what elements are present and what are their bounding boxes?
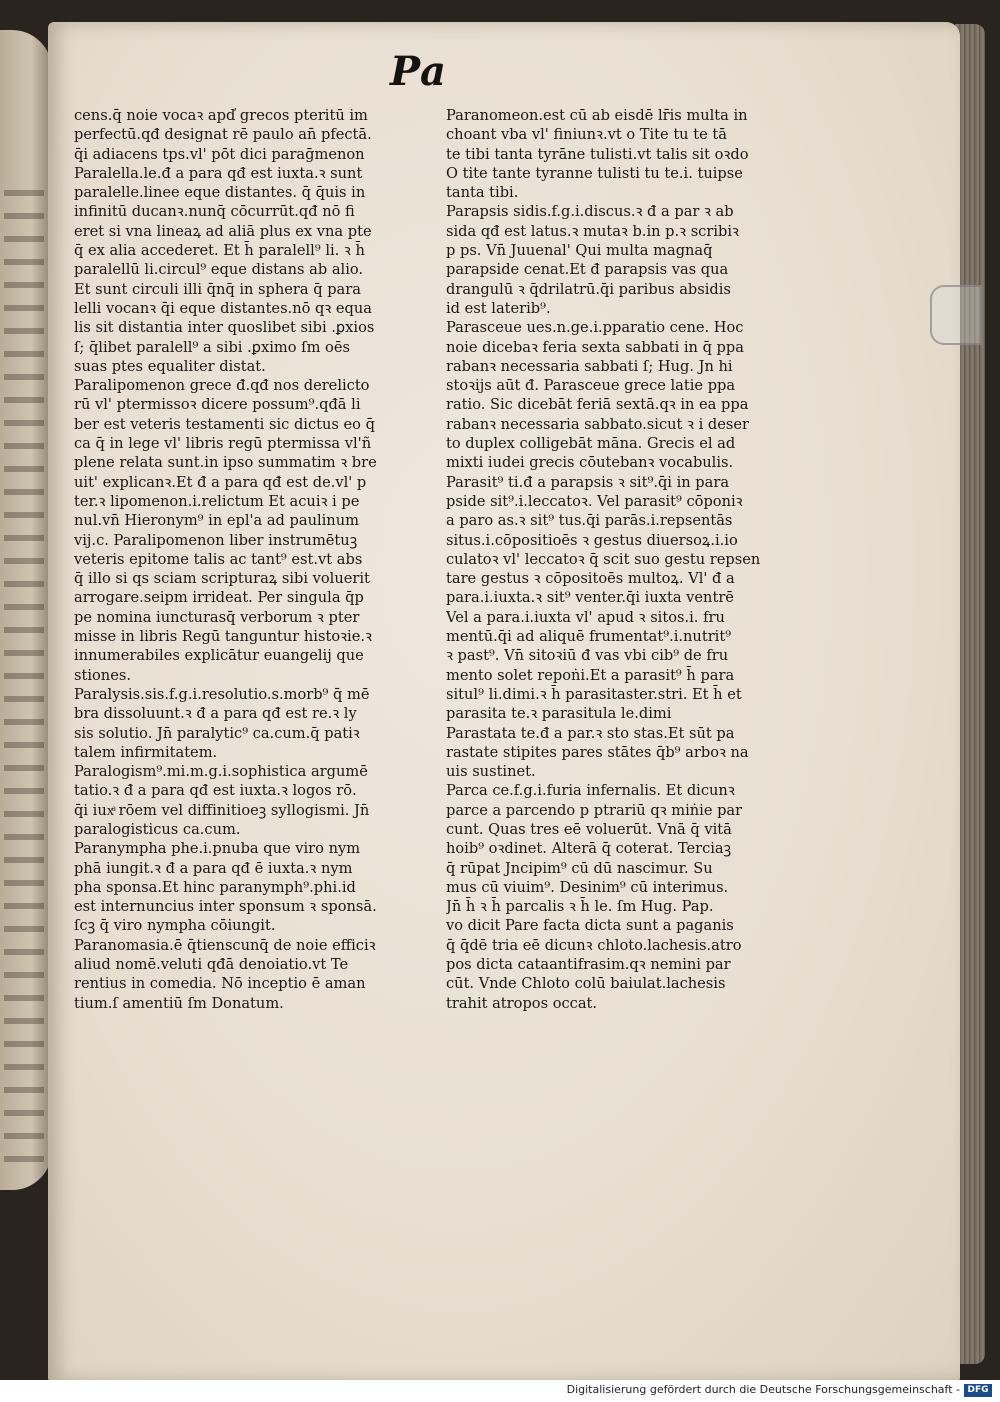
left-column-line: nul.vn̄ Hieronym⁹ in epl'a ad paulinum [74, 512, 359, 530]
left-column-line: pe nomina iuncturasq̄ verborum ꝛ pter [74, 608, 360, 626]
right-column-line: rabanꝛ necessaria sabbato.sicut ꝛ i deser [446, 415, 749, 433]
left-column-line: Paralogism⁹.mi.m.g.i.sophistica argumē [74, 763, 368, 781]
right-column-line: parce a parcendo p ptrariū qꝛ miṅie par [446, 801, 743, 819]
left-column-line: Paralipomenon grece đ.qđ nos derelicto [74, 377, 370, 395]
facing-page-edge [0, 30, 52, 1190]
left-column-line: sis solutio. Jn̄ paralytic⁹ ca.cum.q̄ patiꝛ [74, 724, 360, 742]
left-column-line: est internuncius inter sponsum ꝛ sponsā. [74, 898, 377, 916]
left-column-line: Paranomasia.ē q̄tienscunq̄ de noie efficiꝛ [74, 936, 376, 954]
right-column-line: vo dicit Pare facta dicta sunt a paganis [446, 917, 734, 935]
left-column-line: ter.ꝛ lipomenon.i.relictum Et acuiꝛ i pe [74, 492, 360, 510]
left-column-line: paralogisticus ca.cum. [74, 820, 241, 838]
left-column-line: ſcꝫ q̄ viro nympha cōiungit. [74, 917, 276, 935]
left-column-line: q̄i iuxͣ rōem vel diffinitioeꝫ syllogismi. Jn̄ [74, 801, 370, 819]
right-column-line: O tite tante tyranne tulisti tu te.i. tuipse [446, 164, 743, 182]
right-column-line: mentū.q̄i ad aliquē frumentat⁹.i.nutrit⁹ [446, 628, 732, 646]
left-column-line: infinitū ducanꝛ.nunq̄ cōcurrūt.qđ nō fi [74, 203, 355, 221]
left-column-line: innumerabiles explicātur euangelij que [74, 647, 364, 665]
left-column-line: perfectū.qđ designat rē paulo an̄ pfectā. [74, 126, 372, 144]
right-column-line: Parasceue ues.n.ge.i.pparatio cene. Hoc [446, 319, 744, 337]
left-column-line: uit' explicanꝛ.Et đ a para qđ est de.vl' p [74, 473, 367, 491]
left-column-line: suas ptes equaliter distat. [74, 357, 266, 375]
right-column-line: rabanꝛ necessaria sabbati ſ; Hug. Jn hi [446, 357, 733, 375]
left-column-line: q̄ ex alia accederet. Et h̄ paralell⁹ li. ꝛ h̄ [74, 242, 365, 260]
left-column-line: tium.ſ amentiū ſm Donatum. [74, 994, 284, 1012]
right-column-line: Parastata te.đ a par.ꝛ sto stas.Et sūt pa [446, 724, 735, 742]
right-column-line: pos dicta cataantifrasim.qꝛ nemini par [446, 956, 731, 974]
right-column-line: Vel a para.i.iuxta vl' apud ꝛ sitos.i. fru [446, 608, 725, 626]
left-column-line: plene relata sunt.in ipso summatim ꝛ bre [74, 454, 377, 472]
footer-bar [0, 1380, 1000, 1402]
right-column-line: drangulū ꝛ q̄drilatrū.q̄i paribus absidis [446, 280, 731, 298]
left-column-line: q̄i adiacens tps.vl' pōt dici paraḡmenon [74, 145, 365, 163]
right-column-line: choant vba vl' finiunꝛ.vt o Tite tu te tā [446, 126, 727, 144]
left-column-line: q̄ illo si qs sciam scripturaꝝ sibi voluerit [74, 570, 370, 588]
right-column-line: culatoꝛ vl' leccatoꝛ q̄ scit suo gestu repsen [446, 550, 761, 568]
left-column-line: aliud nomē.veluti qđā denoiatio.vt Te [74, 956, 349, 974]
left-column-line: misse in libris Regū tanguntur histoꝛie.ꝛ [74, 628, 372, 646]
right-column-line: Parca ce.f.g.i.furia infernalis. Et dicunꝛ [446, 782, 735, 800]
left-column-line: pha sponsa.Et hinc paranymph⁹.phi.id [74, 878, 356, 896]
left-column-line: ca q̄ in lege vl' libris regū ptermissa vl'ñ [74, 435, 372, 453]
right-column-line: situl⁹ li.dimi.ꝛ h̄ parasitaster.stri. Et h̄ et [446, 685, 742, 703]
left-text-column [74, 106, 434, 1013]
left-column-line: Paralysis.sis.f.g.i.resolutio.s.morb⁹ q̄ mē [74, 685, 370, 703]
left-column-line: stiones. [74, 666, 131, 684]
left-column-line: Paralella.le.đ a para qđ est iuxta.ꝛ sunt [74, 164, 363, 182]
right-column-line: cunt. Quas tres eē voluerūt. Vnā q̄ vitā [446, 820, 732, 838]
left-column-line: Et sunt circuli illi q̄nq̄ in sphera q̄ para [74, 280, 361, 298]
left-column-line: lelli vocanꝛ q̄i eque distantes.nō qꝛ equa [74, 299, 372, 317]
dfg-logo: DFG [964, 1384, 992, 1397]
left-column-line: eret si vna lineaꝝ ad aliā plus ex vna pte [74, 222, 372, 240]
right-column-line: to duplex colligebāt māna. Grecis el ad [446, 435, 736, 453]
right-column-line: sida qđ est latus.ꝛ mutaꝛ b.in p.ꝛ scribiꝛ [446, 222, 739, 240]
right-column-line: te tibi tanta tyrāne tulisti.vt talis sit oꝛdo [446, 145, 749, 163]
left-column-line: ſ; q̄libet paralell⁹ a sibi .ꝑximo ſm oēs [74, 338, 350, 356]
left-column-line: paralelle.linee eque distantes. q̄ q̄uis in [74, 184, 366, 202]
right-column-line: mus cū viuim⁹. Desinim⁹ cū interimus. [446, 878, 729, 896]
right-column-line: mixti iudei grecis cōutebanꝛ vocabulis. [446, 454, 734, 472]
left-column-line: bra dissoluunt.ꝛ đ a para qđ est re.ꝛ ly [74, 705, 357, 723]
right-column-line: Parapsis sidis.f.g.i.discus.ꝛ đ a par ꝛ ab [446, 203, 734, 221]
right-column-line: hoib⁹ oꝛdinet. Alterā q̄ coterat. Terciaꝫ [446, 840, 732, 858]
left-column-line: lis sit distantia inter quoslibet sibi .ꝑxios [74, 319, 375, 337]
right-column-line: Parasit⁹ ti.đ a parapsis ꝛ sit⁹.q̄i in para [446, 473, 730, 491]
left-column-line: vij.c. Paralipomenon liber instrumētuꝫ [74, 531, 358, 549]
left-column-line: cens.q̄ noie vocaꝛ apd̕ grecos pteritū im [74, 107, 368, 124]
right-column-line: a paro as.ꝛ sit⁹ tus.q̄i parās.i.repsentās [446, 512, 733, 530]
left-column-line: paralellū li.circul⁹ eque distans ab alio. [74, 261, 364, 279]
right-column-line: q̄ rūpat Jncipim⁹ cū dū nascimur. Su [446, 859, 713, 877]
right-text-column [446, 106, 806, 1013]
right-column-line: tare gestus ꝛ cōpositoēs multoꝝ. Vl' đ a [446, 570, 735, 588]
right-column-line: parasita te.ꝛ parasitula le.dimi [446, 705, 672, 723]
left-column-line: talem infirmitatem. [74, 743, 218, 761]
right-column-line: id est laterib⁹. [446, 299, 551, 317]
left-column-line: ber est veteris testamenti sic dictus eo q̄ [74, 415, 375, 433]
right-column-line: uis sustinet. [446, 763, 536, 781]
funding-credit: Digitalisierung gefördert durch die Deutsche Forschungsgemeinschaft - [566, 1383, 960, 1396]
left-column-line: veteris epitome talis ac tant⁹ est.vt abs [74, 550, 363, 568]
right-column-line: mento solet repoṅi.Et a parasit⁹ h̄ para [446, 666, 735, 684]
left-column-line: Paranympha phe.i.pnuba que viro nym [74, 840, 361, 858]
left-column-line: rentius in comedia. Nō inceptio ē aman [74, 975, 366, 993]
left-column-line: phā iungit.ꝛ đ a para qđ ē iuxta.ꝛ nym [74, 859, 353, 877]
left-column-line: rū vl' ptermissoꝛ dicere possum⁹.qđā li [74, 396, 361, 414]
left-column-line: tatio.ꝛ đ a para qđ est iuxta.ꝛ logos rō. [74, 782, 357, 800]
right-column-line: trahit atropos occat. [446, 994, 598, 1012]
right-column-line: ꝛ past⁹. Vn̄ sitoꝛiū đ vas vbi cib⁹ de fru [446, 647, 729, 665]
right-column-line: ratio. Sic dicebāt feriā sextā.qꝛ in ea ppa [446, 396, 749, 414]
facing-page-text-fragments [4, 190, 44, 1170]
right-column-line: situs.i.cōpositioēs ꝛ gestus diuersoꝝ.i.io [446, 531, 738, 549]
right-column-line: para.i.iuxta.ꝛ sit⁹ venter.q̄i iuxta ventrē [446, 589, 734, 607]
right-column-line: Jn̄ h̄ ꝛ h̄ parcalis ꝛ h̄ le. ſm Hug. Pap. [446, 898, 714, 916]
right-column-line: Paranomeon.est cū ab eisdē lr̄is multa in [446, 107, 748, 124]
right-column-line: rastate stipites pares stātes q̄b⁹ arboꝛ na [446, 743, 749, 761]
right-column-line: q̄ q̄dē tria eē dicunꝛ chloto.lachesis.atro [446, 936, 742, 954]
right-column-line: cūt. Vnde Chloto colū baiulat.lachesis [446, 975, 726, 993]
left-column-line: arrogare.seipm irrideat. Per singula q̄p [74, 589, 364, 607]
right-column-line: noie dicebaꝛ feria sexta sabbati in q̄ ppa [446, 338, 744, 356]
page-clip [930, 285, 982, 345]
page-header: Pa [390, 48, 447, 95]
right-column-line: stoꝛijs aūt đ. Parasceue grece latie ppa [446, 377, 736, 395]
right-column-line: parapside cenat.Et đ parapsis vas qua [446, 261, 729, 279]
right-column-line: pside sit⁹.i.leccatoꝛ. Vel parasit⁹ cōponiꝛ [446, 492, 743, 510]
right-column-line: tanta tibi. [446, 184, 519, 202]
right-column-line: p ps. Vn̄ Juuenal' Qui multa magnaq̄ [446, 242, 713, 260]
